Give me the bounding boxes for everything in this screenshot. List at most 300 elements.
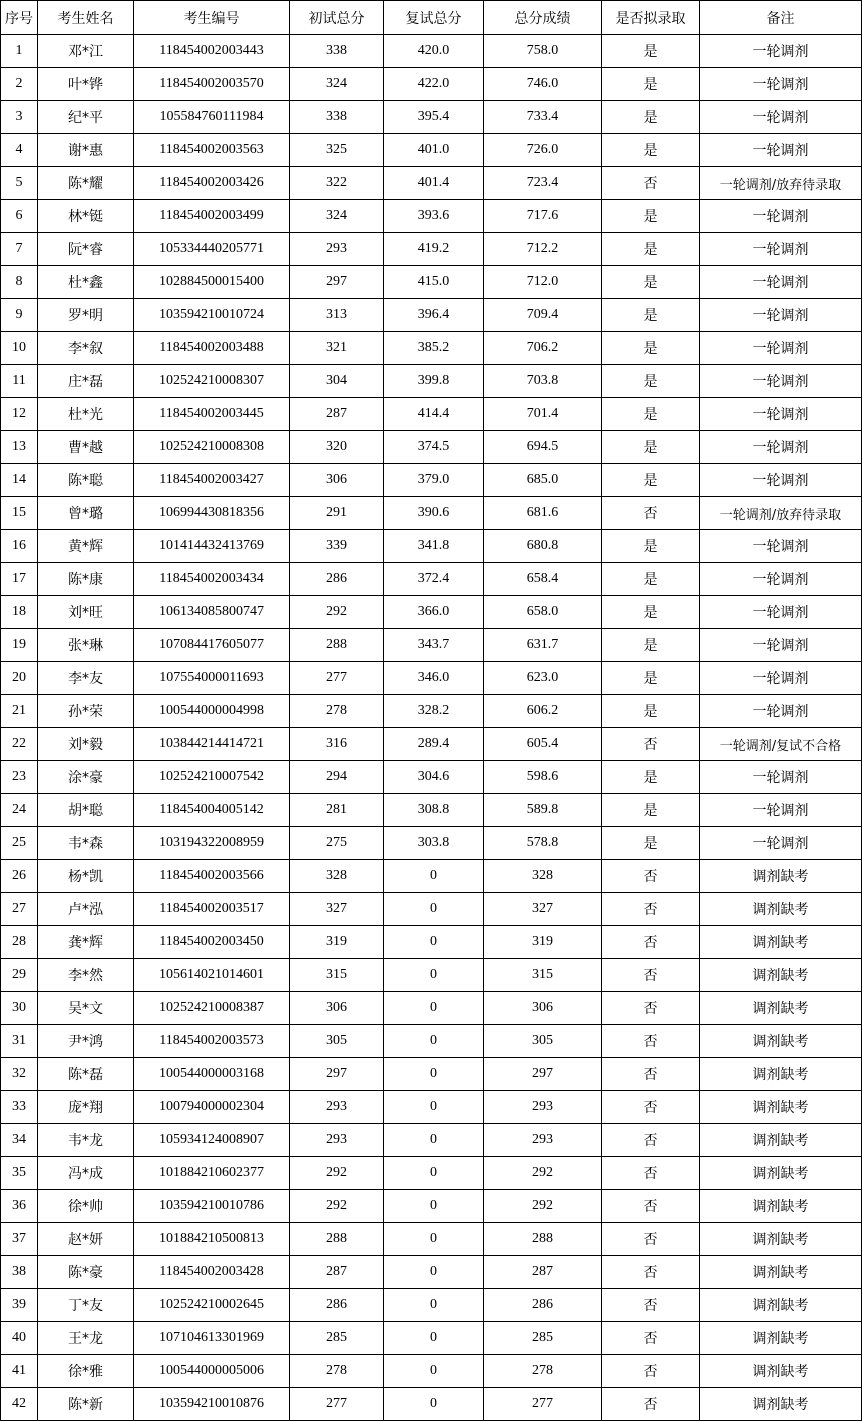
cell-index: 7 [1, 233, 38, 266]
cell-remarks: 一轮调剂 [700, 530, 862, 563]
table-row [1, 299, 862, 332]
cell-retest-score: 304.6 [384, 761, 484, 794]
cell-retest-score: 0 [384, 893, 484, 926]
cell-total-score: 758.0 [484, 35, 602, 68]
header-initial-score: 初试总分 [290, 1, 384, 35]
cell-admitted: 否 [602, 1223, 700, 1256]
cell-remarks: 一轮调剂/复试不合格 [700, 728, 862, 761]
header-candidate-id: 考生编号 [134, 1, 290, 35]
cell-admitted: 是 [602, 134, 700, 167]
cell-name: 黄*辉 [38, 530, 134, 563]
table-row [1, 101, 862, 134]
table-body [1, 35, 862, 1421]
cell-index: 6 [1, 200, 38, 233]
cell-index: 20 [1, 662, 38, 695]
cell-candidate-id: 100544000004998 [134, 695, 290, 728]
cell-admitted: 是 [602, 398, 700, 431]
cell-retest-score: 346.0 [384, 662, 484, 695]
cell-candidate-id: 103594210010876 [134, 1388, 290, 1421]
cell-total-score: 623.0 [484, 662, 602, 695]
cell-remarks: 一轮调剂 [700, 464, 862, 497]
table-row [1, 1124, 862, 1157]
cell-name: 吴*文 [38, 992, 134, 1025]
cell-admitted: 是 [602, 299, 700, 332]
cell-index: 22 [1, 728, 38, 761]
cell-total-score: 327 [484, 893, 602, 926]
cell-remarks: 一轮调剂 [700, 134, 862, 167]
cell-name: 陈*新 [38, 1388, 134, 1421]
cell-total-score: 726.0 [484, 134, 602, 167]
cell-name: 胡*聪 [38, 794, 134, 827]
cell-admitted: 否 [602, 959, 700, 992]
cell-initial-score: 285 [290, 1322, 384, 1355]
cell-index: 28 [1, 926, 38, 959]
table-row [1, 332, 862, 365]
cell-retest-score: 0 [384, 1355, 484, 1388]
cell-total-score: 278 [484, 1355, 602, 1388]
cell-name: 杨*凯 [38, 860, 134, 893]
cell-total-score: 292 [484, 1190, 602, 1223]
cell-candidate-id: 103594210010786 [134, 1190, 290, 1223]
cell-name: 叶*铧 [38, 68, 134, 101]
cell-remarks: 调剂缺考 [700, 893, 862, 926]
header-name: 考生姓名 [38, 1, 134, 35]
cell-retest-score: 419.2 [384, 233, 484, 266]
cell-total-score: 709.4 [484, 299, 602, 332]
table-row [1, 596, 862, 629]
cell-remarks: 一轮调剂 [700, 200, 862, 233]
cell-admitted: 是 [602, 35, 700, 68]
cell-admitted: 否 [602, 1355, 700, 1388]
cell-candidate-id: 118454002003443 [134, 35, 290, 68]
cell-initial-score: 316 [290, 728, 384, 761]
cell-admitted: 否 [602, 728, 700, 761]
table-row [1, 563, 862, 596]
cell-initial-score: 313 [290, 299, 384, 332]
cell-candidate-id: 106134085800747 [134, 596, 290, 629]
cell-retest-score: 0 [384, 1157, 484, 1190]
cell-admitted: 是 [602, 827, 700, 860]
cell-remarks: 调剂缺考 [700, 1157, 862, 1190]
cell-name: 韦*森 [38, 827, 134, 860]
cell-remarks: 一轮调剂 [700, 563, 862, 596]
cell-retest-score: 0 [384, 1091, 484, 1124]
cell-remarks: 一轮调剂 [700, 596, 862, 629]
table-row [1, 695, 862, 728]
cell-retest-score: 0 [384, 959, 484, 992]
cell-remarks: 调剂缺考 [700, 926, 862, 959]
cell-initial-score: 319 [290, 926, 384, 959]
cell-total-score: 703.8 [484, 365, 602, 398]
cell-initial-score: 328 [290, 860, 384, 893]
table-row [1, 1256, 862, 1289]
cell-total-score: 658.4 [484, 563, 602, 596]
cell-remarks: 一轮调剂 [700, 662, 862, 695]
cell-initial-score: 322 [290, 167, 384, 200]
cell-candidate-id: 118454002003563 [134, 134, 290, 167]
table-row [1, 1388, 862, 1421]
cell-initial-score: 288 [290, 629, 384, 662]
cell-initial-score: 327 [290, 893, 384, 926]
cell-retest-score: 401.4 [384, 167, 484, 200]
cell-remarks: 一轮调剂 [700, 332, 862, 365]
table-row [1, 134, 862, 167]
cell-candidate-id: 101884210602377 [134, 1157, 290, 1190]
cell-admitted: 是 [602, 596, 700, 629]
cell-retest-score: 372.4 [384, 563, 484, 596]
cell-total-score: 288 [484, 1223, 602, 1256]
cell-initial-score: 291 [290, 497, 384, 530]
cell-retest-score: 0 [384, 1025, 484, 1058]
cell-candidate-id: 105584760111984 [134, 101, 290, 134]
cell-name: 庞*翔 [38, 1091, 134, 1124]
cell-name: 李*叙 [38, 332, 134, 365]
cell-remarks: 一轮调剂 [700, 266, 862, 299]
cell-name: 邓*江 [38, 35, 134, 68]
cell-total-score: 293 [484, 1124, 602, 1157]
cell-admitted: 否 [602, 860, 700, 893]
cell-total-score: 685.0 [484, 464, 602, 497]
header-remarks: 备注 [700, 1, 862, 35]
cell-candidate-id: 105614021014601 [134, 959, 290, 992]
cell-remarks: 一轮调剂 [700, 827, 862, 860]
cell-name: 林*铤 [38, 200, 134, 233]
cell-retest-score: 303.8 [384, 827, 484, 860]
cell-index: 33 [1, 1091, 38, 1124]
cell-total-score: 286 [484, 1289, 602, 1322]
table-row [1, 464, 862, 497]
cell-remarks: 一轮调剂 [700, 299, 862, 332]
cell-candidate-id: 107554000011693 [134, 662, 290, 695]
cell-index: 14 [1, 464, 38, 497]
cell-name: 冯*成 [38, 1157, 134, 1190]
cell-name: 陈*耀 [38, 167, 134, 200]
cell-initial-score: 305 [290, 1025, 384, 1058]
cell-name: 杜*鑫 [38, 266, 134, 299]
cell-remarks: 一轮调剂 [700, 233, 862, 266]
cell-candidate-id: 118454002003426 [134, 167, 290, 200]
cell-admitted: 否 [602, 893, 700, 926]
cell-initial-score: 324 [290, 200, 384, 233]
cell-name: 庄*磊 [38, 365, 134, 398]
cell-remarks: 调剂缺考 [700, 1223, 862, 1256]
cell-candidate-id: 102884500015400 [134, 266, 290, 299]
cell-admitted: 是 [602, 662, 700, 695]
cell-retest-score: 422.0 [384, 68, 484, 101]
cell-candidate-id: 101884210500813 [134, 1223, 290, 1256]
cell-initial-score: 292 [290, 1190, 384, 1223]
cell-candidate-id: 102524210008308 [134, 431, 290, 464]
cell-index: 3 [1, 101, 38, 134]
cell-candidate-id: 118454002003566 [134, 860, 290, 893]
cell-candidate-id: 102524210002645 [134, 1289, 290, 1322]
cell-total-score: 598.6 [484, 761, 602, 794]
cell-retest-score: 289.4 [384, 728, 484, 761]
cell-candidate-id: 118454002003428 [134, 1256, 290, 1289]
table-row [1, 431, 862, 464]
cell-retest-score: 415.0 [384, 266, 484, 299]
cell-candidate-id: 118454002003499 [134, 200, 290, 233]
cell-candidate-id: 118454002003517 [134, 893, 290, 926]
cell-admitted: 是 [602, 332, 700, 365]
header-index: 序号 [1, 1, 38, 35]
cell-retest-score: 399.8 [384, 365, 484, 398]
cell-admitted: 是 [602, 365, 700, 398]
cell-total-score: 606.2 [484, 695, 602, 728]
cell-index: 4 [1, 134, 38, 167]
cell-name: 韦*龙 [38, 1124, 134, 1157]
cell-initial-score: 275 [290, 827, 384, 860]
cell-remarks: 调剂缺考 [700, 1025, 862, 1058]
cell-index: 12 [1, 398, 38, 431]
table-row [1, 167, 862, 200]
cell-total-score: 706.2 [484, 332, 602, 365]
cell-remarks: 一轮调剂 [700, 68, 862, 101]
cell-retest-score: 420.0 [384, 35, 484, 68]
cell-initial-score: 321 [290, 332, 384, 365]
cell-total-score: 292 [484, 1157, 602, 1190]
cell-total-score: 658.0 [484, 596, 602, 629]
cell-initial-score: 338 [290, 101, 384, 134]
cell-index: 31 [1, 1025, 38, 1058]
cell-total-score: 285 [484, 1322, 602, 1355]
cell-retest-score: 0 [384, 1289, 484, 1322]
cell-admitted: 是 [602, 266, 700, 299]
cell-total-score: 681.6 [484, 497, 602, 530]
cell-admitted: 是 [602, 101, 700, 134]
cell-candidate-id: 118454002003445 [134, 398, 290, 431]
cell-name: 涂*豪 [38, 761, 134, 794]
cell-initial-score: 325 [290, 134, 384, 167]
cell-admitted: 否 [602, 1256, 700, 1289]
cell-candidate-id: 118454002003573 [134, 1025, 290, 1058]
cell-retest-score: 0 [384, 1322, 484, 1355]
cell-index: 30 [1, 992, 38, 1025]
cell-retest-score: 366.0 [384, 596, 484, 629]
cell-remarks: 调剂缺考 [700, 1058, 862, 1091]
cell-name: 龚*辉 [38, 926, 134, 959]
table-row [1, 1058, 862, 1091]
cell-index: 25 [1, 827, 38, 860]
cell-initial-score: 315 [290, 959, 384, 992]
cell-candidate-id: 102524210007542 [134, 761, 290, 794]
cell-initial-score: 286 [290, 1289, 384, 1322]
cell-remarks: 调剂缺考 [700, 992, 862, 1025]
cell-retest-score: 385.2 [384, 332, 484, 365]
cell-initial-score: 293 [290, 1091, 384, 1124]
cell-remarks: 调剂缺考 [700, 1190, 862, 1223]
cell-retest-score: 401.0 [384, 134, 484, 167]
table-row [1, 794, 862, 827]
cell-remarks: 一轮调剂 [700, 35, 862, 68]
table-row [1, 992, 862, 1025]
cell-name: 卢*泓 [38, 893, 134, 926]
cell-retest-score: 0 [384, 1256, 484, 1289]
cell-initial-score: 338 [290, 35, 384, 68]
cell-admitted: 否 [602, 167, 700, 200]
cell-name: 罗*明 [38, 299, 134, 332]
cell-retest-score: 379.0 [384, 464, 484, 497]
table-row [1, 35, 862, 68]
cell-admitted: 否 [602, 1388, 700, 1421]
cell-retest-score: 341.8 [384, 530, 484, 563]
cell-remarks: 调剂缺考 [700, 860, 862, 893]
cell-initial-score: 278 [290, 695, 384, 728]
cell-initial-score: 294 [290, 761, 384, 794]
cell-admitted: 否 [602, 992, 700, 1025]
cell-initial-score: 278 [290, 1355, 384, 1388]
cell-retest-score: 0 [384, 1124, 484, 1157]
table-row [1, 629, 862, 662]
cell-index: 40 [1, 1322, 38, 1355]
cell-name: 曾*璐 [38, 497, 134, 530]
cell-index: 32 [1, 1058, 38, 1091]
cell-total-score: 694.5 [484, 431, 602, 464]
cell-index: 11 [1, 365, 38, 398]
cell-index: 10 [1, 332, 38, 365]
cell-remarks: 一轮调剂 [700, 629, 862, 662]
cell-name: 刘*旺 [38, 596, 134, 629]
cell-name: 徐*帅 [38, 1190, 134, 1223]
cell-admitted: 是 [602, 695, 700, 728]
cell-total-score: 306 [484, 992, 602, 1025]
cell-name: 陈*豪 [38, 1256, 134, 1289]
cell-name: 李*然 [38, 959, 134, 992]
header-retest-score: 复试总分 [384, 1, 484, 35]
cell-retest-score: 390.6 [384, 497, 484, 530]
cell-retest-score: 0 [384, 860, 484, 893]
cell-total-score: 746.0 [484, 68, 602, 101]
table-row [1, 926, 862, 959]
cell-candidate-id: 101414432413769 [134, 530, 290, 563]
cell-admitted: 是 [602, 761, 700, 794]
cell-admitted: 是 [602, 233, 700, 266]
cell-index: 17 [1, 563, 38, 596]
cell-remarks: 调剂缺考 [700, 1355, 862, 1388]
table-row [1, 497, 862, 530]
cell-remarks: 一轮调剂 [700, 794, 862, 827]
cell-candidate-id: 107104613301969 [134, 1322, 290, 1355]
cell-remarks: 一轮调剂 [700, 398, 862, 431]
table-row [1, 1223, 862, 1256]
table-row [1, 68, 862, 101]
cell-candidate-id: 118454002003427 [134, 464, 290, 497]
cell-index: 13 [1, 431, 38, 464]
cell-admitted: 是 [602, 530, 700, 563]
cell-total-score: 605.4 [484, 728, 602, 761]
cell-candidate-id: 118454004005142 [134, 794, 290, 827]
cell-admitted: 否 [602, 1322, 700, 1355]
cell-initial-score: 304 [290, 365, 384, 398]
cell-total-score: 712.0 [484, 266, 602, 299]
table-row [1, 398, 862, 431]
header-row [1, 1, 862, 35]
cell-admitted: 否 [602, 926, 700, 959]
cell-initial-score: 297 [290, 1058, 384, 1091]
table-row [1, 1025, 862, 1058]
cell-index: 27 [1, 893, 38, 926]
cell-candidate-id: 102524210008307 [134, 365, 290, 398]
cell-name: 张*琳 [38, 629, 134, 662]
cell-index: 19 [1, 629, 38, 662]
cell-name: 纪*平 [38, 101, 134, 134]
cell-retest-score: 328.2 [384, 695, 484, 728]
cell-name: 曹*越 [38, 431, 134, 464]
cell-retest-score: 396.4 [384, 299, 484, 332]
table-row [1, 365, 862, 398]
cell-name: 王*龙 [38, 1322, 134, 1355]
cell-initial-score: 292 [290, 1157, 384, 1190]
cell-retest-score: 0 [384, 1190, 484, 1223]
cell-admitted: 是 [602, 794, 700, 827]
cell-admitted: 否 [602, 497, 700, 530]
cell-remarks: 一轮调剂/放弃待录取 [700, 167, 862, 200]
cell-index: 8 [1, 266, 38, 299]
cell-index: 16 [1, 530, 38, 563]
cell-candidate-id: 100794000002304 [134, 1091, 290, 1124]
cell-candidate-id: 105934124008907 [134, 1124, 290, 1157]
cell-index: 34 [1, 1124, 38, 1157]
cell-initial-score: 306 [290, 992, 384, 1025]
cell-index: 9 [1, 299, 38, 332]
cell-initial-score: 281 [290, 794, 384, 827]
cell-candidate-id: 103844214414721 [134, 728, 290, 761]
cell-remarks: 一轮调剂/放弃待录取 [700, 497, 862, 530]
cell-name: 孙*荣 [38, 695, 134, 728]
cell-admitted: 是 [602, 68, 700, 101]
table-row [1, 266, 862, 299]
cell-index: 18 [1, 596, 38, 629]
cell-total-score: 287 [484, 1256, 602, 1289]
cell-initial-score: 306 [290, 464, 384, 497]
cell-retest-score: 308.8 [384, 794, 484, 827]
cell-remarks: 调剂缺考 [700, 1256, 862, 1289]
cell-total-score: 305 [484, 1025, 602, 1058]
cell-candidate-id: 118454002003434 [134, 563, 290, 596]
cell-retest-score: 395.4 [384, 101, 484, 134]
cell-admitted: 否 [602, 1289, 700, 1322]
cell-admitted: 否 [602, 1058, 700, 1091]
cell-index: 5 [1, 167, 38, 200]
cell-index: 38 [1, 1256, 38, 1289]
cell-initial-score: 292 [290, 596, 384, 629]
cell-admitted: 是 [602, 563, 700, 596]
cell-index: 35 [1, 1157, 38, 1190]
cell-index: 15 [1, 497, 38, 530]
cell-remarks: 一轮调剂 [700, 365, 862, 398]
cell-retest-score: 343.7 [384, 629, 484, 662]
cell-admitted: 否 [602, 1091, 700, 1124]
cell-retest-score: 0 [384, 1058, 484, 1091]
cell-retest-score: 393.6 [384, 200, 484, 233]
table-row [1, 860, 862, 893]
cell-candidate-id: 102524210008387 [134, 992, 290, 1025]
cell-candidate-id: 118454002003450 [134, 926, 290, 959]
cell-total-score: 578.8 [484, 827, 602, 860]
table-row [1, 1157, 862, 1190]
cell-name: 尹*鸿 [38, 1025, 134, 1058]
cell-index: 39 [1, 1289, 38, 1322]
cell-total-score: 589.8 [484, 794, 602, 827]
cell-total-score: 680.8 [484, 530, 602, 563]
cell-retest-score: 374.5 [384, 431, 484, 464]
cell-candidate-id: 106994430818356 [134, 497, 290, 530]
table-row [1, 1355, 862, 1388]
cell-index: 36 [1, 1190, 38, 1223]
cell-name: 杜*光 [38, 398, 134, 431]
cell-remarks: 调剂缺考 [700, 1322, 862, 1355]
cell-name: 徐*雅 [38, 1355, 134, 1388]
